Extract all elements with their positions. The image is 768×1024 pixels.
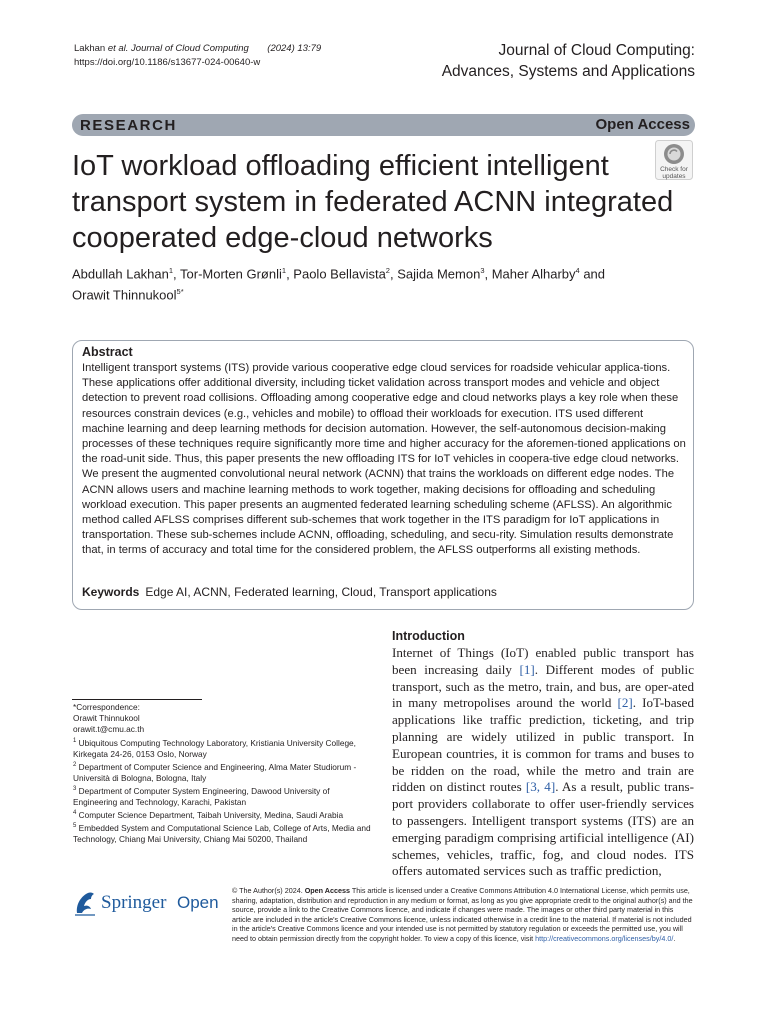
springer-open-logo [73, 888, 223, 918]
author-affiliation: 1 [281, 266, 287, 275]
author-affiliation: 5* [176, 287, 184, 297]
author-affiliation: 3 [480, 266, 485, 275]
keywords [82, 584, 497, 600]
header-year: (2024) 13:79 [267, 43, 322, 54]
correspondence-block [73, 702, 373, 845]
author-affiliation: 4 [575, 266, 580, 275]
affiliation: $^5$ Embedded System and Computational Science Lab, College of Arts, Media and Technology, Chiang Mai University, Chiang Mai 50200, Thailand [73, 822, 371, 845]
author-name[interactable]: Maher Alharby [491, 266, 576, 282]
open-access-label: Open Access [595, 116, 690, 133]
author-name[interactable]: Sajida Memon [397, 266, 481, 282]
affiliation: $^4$ Computer Science Department, Taibah University, Medina, Saudi Arabia [73, 809, 344, 820]
author-affiliation: 2 [385, 266, 390, 275]
header-author: Lakhan [74, 43, 108, 54]
header-journal: et al. Journal of Cloud Computing [107, 43, 249, 54]
abstract-text: Intelligent transport systems (ITS) provide various cooperative edge cloud services for roadside vehicular applica-tions. These applications offer additional diversity, including ticket validation across transport modes and vehicle and object detection to prevent road collisions. Offloading among cooperative edge and cloud networks plays a key role when these resources constrain devices (e.g., vehicles and mobile) to offload their workloads for execution. ITS used different machine learning and deep learning methods for decision automation. However, the self-autonomous decision-making processes of these techniques require significantly more time and higher accuracy for the aforemen-tioned applications on the road-unit side. Thus, this paper presents the new offloading ITS for IoT vehicles in coopera-tive edge cloud networks. We present the augmented convolutional neural network (ACNN) that trains the workloads on different edge nodes. The ACNN allows users and machine learning methods to work together, making decisions for offloading and scheduling workload execution. This paper presents an augmented federated learning scheduling scheme (AFLSS). An algorithmic method called AFLSS comprises different sub-schemes that work together in the ITS paradigm for IoT applications in transportation. These sub-schemes include ACNN, offloading, scheduling, and secu-rity. Simulation results demonstrate that, in terms of accuracy and total time for the considered problem, the AFLSS outperforms all existing methods. [82, 362, 686, 557]
article-type-label: RESEARCH [80, 117, 177, 134]
affiliation: $^2$ Department of Computer Science and Engineering, Alma Mater Studiorum - Università di Bologna, Bologna, Italy [73, 761, 357, 783]
check-for-updates-badge[interactable] [655, 140, 693, 180]
author-name[interactable]: Tor-Morten Grønli [180, 266, 282, 282]
springer-wordmark: Springer [101, 892, 167, 913]
open-wordmark: Open [177, 893, 219, 912]
keywords-label: Keywords [82, 585, 140, 599]
correspondence-email[interactable]: orawit.t@cmu.ac.th [73, 724, 145, 735]
running-header [74, 42, 321, 70]
journal-name [442, 40, 695, 82]
license-link[interactable]: http://creativecommons.org/licenses/by/4.0/ [535, 933, 674, 943]
author-name[interactable]: Paolo Bellavista [293, 266, 386, 282]
affiliation: $^1$ Ubiquitous Computing Technology Laboratory, Kristiania University College, Kirkegata 24-26, 0153 Oslo, Norway [73, 737, 356, 759]
article-title: IoT workload offloading efficient intelligent transport system in federated ACNN integrated cooperated edge-cloud networks [72, 150, 674, 254]
introduction-heading: Introduction [392, 629, 465, 643]
correspondence-name: Orawit Thinnukool [73, 713, 140, 724]
author-affiliation: 1 [168, 266, 174, 275]
citation-link[interactable]: [3, 4] [525, 779, 556, 795]
badge-line-1: Check for [660, 166, 688, 173]
author-list: Abdullah Lakhan$^1$, Tor-Morten Grønli$^1$, Paolo Bellavista$^2$, Sajida Memon$^3$, Maher Alharby$^4$ and Orawit Thinnukool$^{5*}$ [72, 266, 606, 303]
citation-link[interactable]: [1] [519, 661, 535, 677]
license-text: © The Author(s) 2024. Open Access This article is licensed under a Creative Commons Attribution 4.0 International License, which permits use, sharing, adaptation, distribution and reproduction in any medium or format, as long as you give appropriate credit to the original author(s) and the source, provide a link to the Creative Commons licence, and indicate if changes were made. The images or other third party material in this article are included in the article's Creative Commons licence, unless indicated otherwise in a credit line to the material. If material is not included in the article's Creative Commons licence and your intended use is not permitted by statutory regulation or exceeds the permitted use, you will need to obtain permission directly from the copyright holder. To view a copy of this licence, visit http://creativecommons.org/licenses/by/4.0/. [232, 886, 693, 943]
affiliation: $^3$ Department of Computer System Engineering, Dawood University of Engineering and Technology, Karachi, Pakistan [73, 785, 330, 807]
citation-link[interactable]: [2] [617, 695, 633, 711]
correspondence-label: *Correspondence: [73, 702, 140, 712]
footnote-rule [72, 699, 202, 700]
header-doi[interactable]: https://doi.org/10.1186/s13677-024-00640-w [74, 57, 261, 68]
journal-line-1: Journal of Cloud Computing: [498, 42, 695, 59]
author-name[interactable]: Orawit Thinnukool [72, 287, 177, 303]
introduction-text: Internet of Things (IoT) enabled public transport has been increasing daily [1]. Different modes of public transport, such as the metro, train, and bus, are oper-ated in many metropolises around the world [2]. IoT-based applications like traffic prediction, ticketing, and trip planning are widely utilized in public transport. In European countries, it is common for trams and buses to be ridden on the road, while the metro and train are ridden on distinct routes [3, 4]. As a result, public trans-port providers collaborate to offer user-friendly services to passengers. Intelligent transport systems (ITS) are an emerging paradigm comprising artificial intelligence (AI) schemes, vehicles, traffic, fog, and cloud nodes. ITS offers automated services such as traffic prediction, [392, 645, 695, 879]
author-name[interactable]: Abdullah Lakhan [72, 266, 169, 282]
keywords-list: Edge AI, ACNN, Federated learning, Cloud, Transport applications [145, 585, 497, 599]
badge-line-2: updates [662, 173, 686, 180]
abstract-heading: Abstract [82, 345, 133, 359]
springer-horse-icon [73, 889, 97, 917]
journal-line-2: Advances, Systems and Applications [441, 63, 695, 80]
